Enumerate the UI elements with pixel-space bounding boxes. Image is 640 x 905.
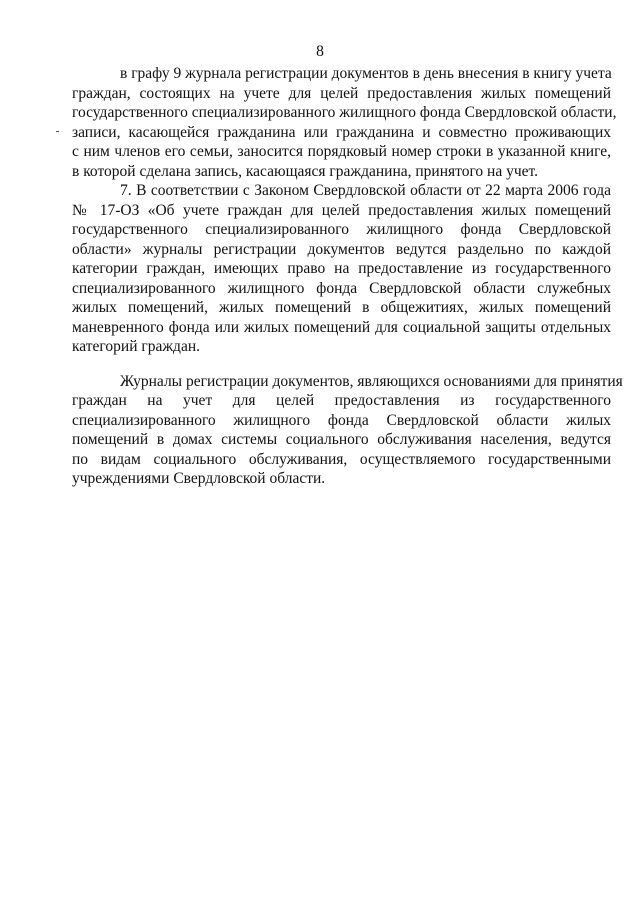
paragraph-item-7 — [72, 181, 611, 357]
text-line: Журналы регистрации документов, являющихся основаниями для принятия — [120, 372, 623, 390]
text-line: государственного специализированного жилищного фонда Свердловской области, — [72, 104, 617, 121]
text-line: по видам социального обслуживания, осуществляемого государственными — [72, 450, 611, 468]
paragraph-social-service-journals — [72, 372, 623, 489]
text-line: категории граждан, имеющих право на предоставление из государственного — [72, 260, 611, 277]
text-line: в графу 9 журнала регистрации документов в день внесения в книгу учета — [120, 65, 612, 82]
paragraph-registration-journal-entry — [72, 64, 617, 181]
text-line: записи, касающейся гражданина или гражданина и совместно проживающих — [72, 123, 611, 141]
text-line: категорий граждан. — [72, 338, 200, 355]
text-line: жилых помещений, жилых помещений в общежитиях, жилых помещений — [72, 299, 611, 316]
text-line: маневренного фонда или жилых помещений для социальной защиты отдельных — [72, 318, 611, 336]
text-line: граждан на учет для целей предоставления из государственного — [72, 392, 611, 409]
page-number: 8 — [316, 43, 324, 60]
text-line: специализированного жилищного фонда Свердловской области жилых — [72, 411, 611, 429]
text-line: учреждениями Свердловской области. — [72, 470, 326, 487]
text-line: специализированного жилищного фонда Свердловской области служебных — [72, 279, 611, 297]
text-line: области» журналы регистрации документов ведутся раздельно по каждой — [72, 240, 611, 258]
text-line: 7. В соответствии с Законом Свердловской области от 22 марта 2006 года — [120, 182, 611, 199]
text-line: государственного специализированного жилищного фонда Свердловской — [72, 221, 611, 238]
document-body — [72, 64, 623, 489]
text-line: помещений в домах системы социального обслуживания населения, ведутся — [72, 431, 611, 448]
text-line: с ним членов его семьи, заносится порядковый номер строки в указанной книге, — [72, 143, 611, 160]
text-line: № 17-ОЗ «Об учете граждан для целей предоставления жилых помещений — [72, 201, 611, 219]
margin-mark — [56, 131, 59, 132]
text-line: граждан, состоящих на учете для целей предоставления жилых помещений — [72, 84, 611, 102]
text-line: в которой сделана запись, касающаяся гражданина, принятого на учет. — [72, 162, 539, 180]
